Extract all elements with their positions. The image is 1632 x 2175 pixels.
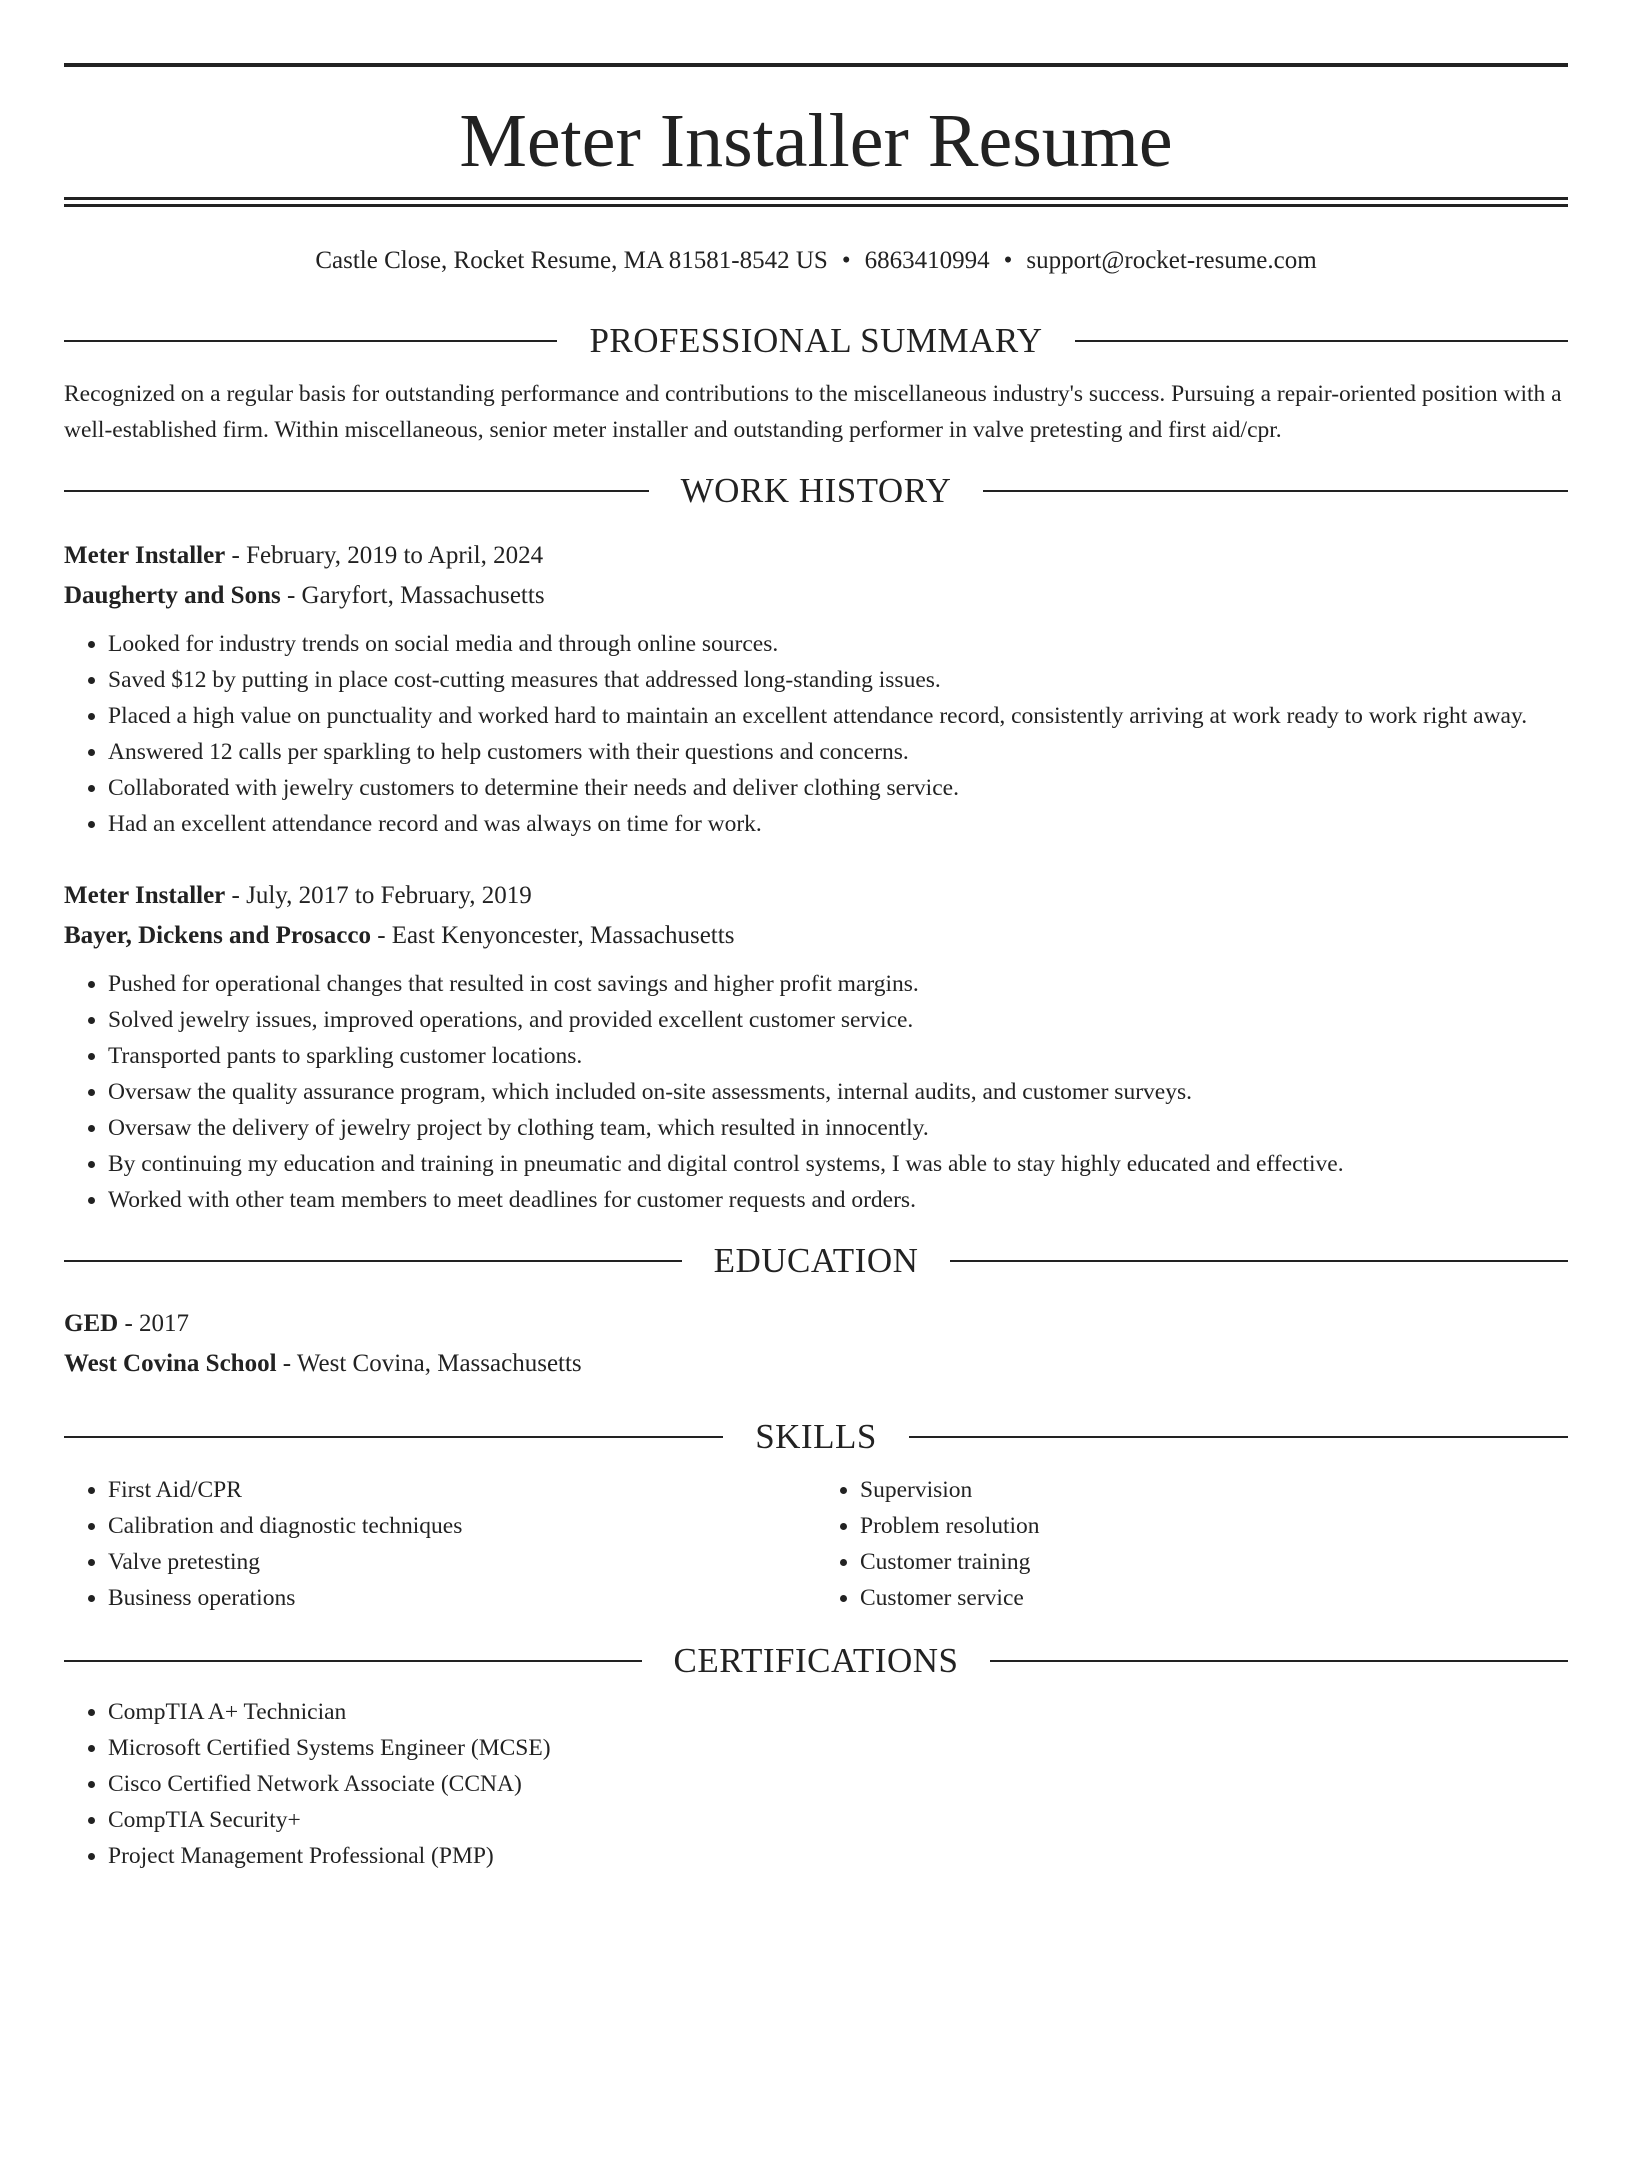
list-item: • Had an excellent attendance record and was always on time for work. [108, 806, 1568, 842]
contact-phone: 6863410994 [864, 247, 990, 274]
certifications-list [64, 1694, 1568, 1874]
list-item: • Problem resolution [860, 1508, 1568, 1544]
list-item: • Oversaw the delivery of jewelry project by clothing team, which resulted in innocently. [108, 1110, 1568, 1146]
heading-rule [983, 490, 1568, 492]
list-item: • Oversaw the quality assurance program, which included on-site assessments, internal audits, and customer surveys. [108, 1074, 1568, 1110]
heading-rule [64, 1660, 642, 1662]
resume-page [0, 63, 1632, 2175]
job-title-line [64, 876, 1568, 916]
job-title-line [64, 536, 1568, 576]
title-double-rule [64, 197, 1568, 207]
contact-address: Castle Close, Rocket Resume, MA 81581-8542 US [315, 247, 828, 274]
list-item: • Transported pants to sparkling customer locations. [108, 1038, 1568, 1074]
list-item: • First Aid/CPR [108, 1472, 816, 1508]
list-item: • Worked with other team members to meet deadlines for customer requests and orders. [108, 1182, 1568, 1218]
job-dates: - July, 2017 to February, 2019 [225, 882, 532, 909]
job-dates: - February, 2019 to April, 2024 [225, 542, 544, 569]
resume-title: Meter Installer Resume [459, 99, 1173, 183]
section-title: WORK HISTORY [680, 471, 952, 510]
list-item: • Supervision [860, 1472, 1568, 1508]
list-item: • Looked for industry trends on social media and through online sources. [108, 626, 1568, 662]
heading-rule [64, 340, 557, 342]
section-heading-certifications [64, 1638, 1568, 1684]
heading-rule [909, 1436, 1568, 1438]
job-entry [64, 876, 1568, 1218]
heading-rule [64, 1260, 682, 1262]
heading-rule [64, 1436, 723, 1438]
list-item: • Collaborated with jewelry customers to determine their needs and deliver clothing service. [108, 770, 1568, 806]
list-item: • Project Management Professional (PMP) [108, 1838, 1568, 1874]
job-role: Meter Installer [64, 882, 226, 909]
list-item: • Customer training [860, 1544, 1568, 1580]
job-location: - East Kenyoncester, Massachusetts [370, 922, 735, 949]
education-location: - West Covina, Massachusetts [276, 1350, 582, 1377]
list-item: • Saved $12 by putting in place cost-cutting measures that addressed long-standing issues. [108, 662, 1568, 698]
heading-rule [950, 1260, 1568, 1262]
section-heading-summary [64, 318, 1568, 364]
contact-line [64, 244, 1568, 278]
education-year: - 2017 [118, 1310, 190, 1337]
contact-separator: • [1003, 247, 1013, 274]
section-title: EDUCATION [713, 1241, 919, 1280]
section-heading-skills [64, 1414, 1568, 1460]
list-item: • Pushed for operational changes that resulted in cost savings and higher profit margins. [108, 966, 1568, 1002]
job-company: Daugherty and Sons [64, 582, 281, 609]
section-title: SKILLS [755, 1417, 877, 1456]
list-item: • Placed a high value on punctuality and worked hard to maintain an excellent attendance record, consistently arriving at work ready to work right away. [108, 698, 1568, 734]
top-rule [64, 63, 1568, 67]
job-location: - Garyfort, Massachusetts [280, 582, 545, 609]
list-item: • CompTIA Security+ [108, 1802, 1568, 1838]
education-school: West Covina School [64, 1350, 277, 1377]
job-company-line [64, 576, 1568, 616]
job-bullets [64, 966, 1568, 1218]
job-role: Meter Installer [64, 542, 226, 569]
job-entry [64, 536, 1568, 842]
skills-right-list [816, 1472, 1568, 1616]
list-item: • Business operations [108, 1580, 816, 1616]
contact-email: support@rocket-resume.com [1026, 247, 1317, 274]
education-school-line [64, 1344, 1568, 1384]
heading-rule [64, 490, 649, 492]
job-bullets [64, 626, 1568, 842]
list-item: • Valve pretesting [108, 1544, 816, 1580]
education-entry [64, 1304, 1568, 1384]
list-item: • CompTIA A+ Technician [108, 1694, 1568, 1730]
list-item: • Calibration and diagnostic techniques [108, 1508, 816, 1544]
heading-rule [990, 1660, 1568, 1662]
list-item: • Solved jewelry issues, improved operations, and provided excellent customer service. [108, 1002, 1568, 1038]
list-item: • Cisco Certified Network Associate (CCNA) [108, 1766, 1568, 1802]
education-degree-line [64, 1304, 1568, 1344]
job-company-line [64, 916, 1568, 956]
section-title: CERTIFICATIONS [673, 1641, 959, 1680]
heading-rule [1075, 340, 1568, 342]
list-item: • Answered 12 calls per sparkling to help customers with their questions and concerns. [108, 734, 1568, 770]
contact-separator: • [841, 247, 851, 274]
section-heading-work [64, 468, 1568, 514]
education-degree: GED [64, 1310, 119, 1337]
skills-left-list [64, 1472, 816, 1616]
job-company: Bayer, Dickens and Prosacco [64, 922, 371, 949]
section-heading-education [64, 1238, 1568, 1284]
section-title: PROFESSIONAL SUMMARY [589, 321, 1043, 360]
list-item: • By continuing my education and training in pneumatic and digital control systems, I was able to stay highly educated and effective. [108, 1146, 1568, 1182]
list-item: • Customer service [860, 1580, 1568, 1616]
list-item: • Microsoft Certified Systems Engineer (MCSE) [108, 1730, 1568, 1766]
summary-text: Recognized on a regular basis for outstanding performance and contributions to the miscellaneous industry's success. Pursuing a repair-oriented position with a well-established firm. Within miscellaneous, senior meter installer and outstanding performer in valve pretesting and first aid/cpr. [64, 381, 1562, 443]
skills-columns [64, 1472, 1568, 1616]
